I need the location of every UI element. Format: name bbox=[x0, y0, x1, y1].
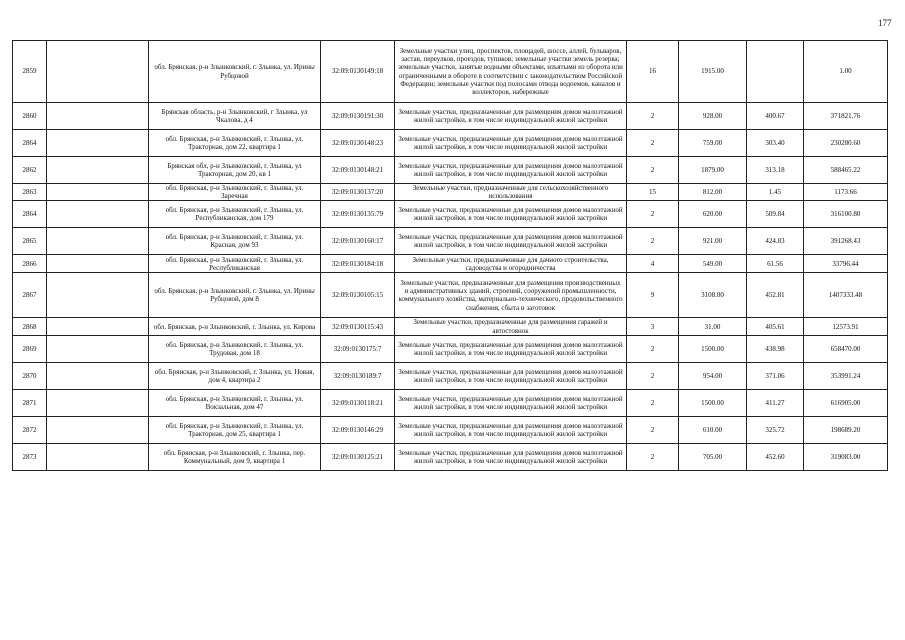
cell-spacer bbox=[47, 389, 149, 416]
cell-land-purpose: Земельные участки, предназначенные для размещения гаражей и автостоянок bbox=[395, 318, 627, 335]
table-row bbox=[13, 443, 888, 470]
cell-area: 954.00 bbox=[679, 362, 747, 389]
table-body bbox=[13, 41, 888, 471]
cell-land-purpose: Земельные участки, предназначенные для дачного строительства, садоводства и огородничества bbox=[395, 255, 627, 273]
table-row bbox=[13, 273, 888, 318]
cell-group: 2 bbox=[627, 103, 679, 130]
cell-address: обл. Брянская, р-н Злынковский, г. Злынка, ул. Тракторная, дом 25, квартира 1 bbox=[149, 416, 321, 443]
cell-specific-value: 405.61 bbox=[747, 318, 804, 335]
cell-address: обл. Брянская, р-н Злынковский, г. Злынка, пер. Коммунальный, дом 9, квартира 1 bbox=[149, 443, 321, 470]
cell-number: 2867 bbox=[13, 273, 47, 318]
table-row bbox=[13, 362, 888, 389]
cell-address: обл. Брянская, р-н Злынковский, г. Злынка, ул. Республиканская, дом 179 bbox=[149, 201, 321, 228]
cell-cadastral-number: 32:09:0130160:17 bbox=[321, 228, 395, 255]
cell-area: 928.00 bbox=[679, 103, 747, 130]
table-row bbox=[13, 318, 888, 335]
cell-cadastral-number: 32:09:0130184:18 bbox=[321, 255, 395, 273]
cell-land-purpose: Земельные участки, предназначенные для размещения домов малоэтажной жилой застройки, в том числе индивидуальной жилой застройки bbox=[395, 362, 627, 389]
cell-number: 2862 bbox=[13, 157, 47, 184]
cell-specific-value: 411.27 bbox=[747, 389, 804, 416]
cell-cadastral-number: 32:09:0130118:21 bbox=[321, 389, 395, 416]
cell-land-purpose: Земельные участки, предназначенные для размещения домов малоэтажной жилой застройки, в том числе индивидуальной жилой застройки bbox=[395, 443, 627, 470]
cell-area: 620.00 bbox=[679, 201, 747, 228]
cell-land-purpose: Земельные участки, предназначенные для размещения домов малоэтажной жилой застройки, в том числе индивидуальной жилой застройки bbox=[395, 157, 627, 184]
cell-specific-value: 325.72 bbox=[747, 416, 804, 443]
cell-address: обл. Брянская, р-н Злынковский, г. Злынка, ул. Ирины Рубцовой bbox=[149, 41, 321, 103]
cell-number: 2864 bbox=[13, 201, 47, 228]
cell-group: 2 bbox=[627, 201, 679, 228]
cell-address: обл. Брянская, р-н Злынковский, г. Злынка, ул. Красная, дом 93 bbox=[149, 228, 321, 255]
table-row bbox=[13, 389, 888, 416]
table-row bbox=[13, 228, 888, 255]
cell-cadastral-value: 198689.20 bbox=[804, 416, 888, 443]
cell-cadastral-value: 316100.80 bbox=[804, 201, 888, 228]
cell-number: 2866 bbox=[13, 255, 47, 273]
table-row bbox=[13, 41, 888, 103]
cell-spacer bbox=[47, 255, 149, 273]
cell-cadastral-value: 616905.00 bbox=[804, 389, 888, 416]
cell-address: обл. Брянская, р-н Злынковский, г. Злынка, ул. Трудовая, дом 18 bbox=[149, 335, 321, 362]
cell-group: 4 bbox=[627, 255, 679, 273]
cell-area: 3108.00 bbox=[679, 273, 747, 318]
cell-cadastral-number: 32:09:0130135:79 bbox=[321, 201, 395, 228]
cell-area: 812.00 bbox=[679, 184, 747, 201]
cell-address: обл. Брянская, р-н Злынковский, г. Злынка, ул. Ирины Рубцовой, дом 8 bbox=[149, 273, 321, 318]
cell-specific-value: 313.18 bbox=[747, 157, 804, 184]
cell-spacer bbox=[47, 318, 149, 335]
cell-area: 705.00 bbox=[679, 443, 747, 470]
cell-specific-value: 303.40 bbox=[747, 130, 804, 157]
cell-cadastral-value: 1407333.48 bbox=[804, 273, 888, 318]
cell-address: обл. Брянская, р-н Злынковский, г. Злынка, ул. Кирова bbox=[149, 318, 321, 335]
cell-number: 2870 bbox=[13, 362, 47, 389]
cell-number: 2860 bbox=[13, 103, 47, 130]
cell-specific-value: 61.56 bbox=[747, 255, 804, 273]
cell-cadastral-number: 32:09:0130146:29 bbox=[321, 416, 395, 443]
cell-cadastral-value: 588465.22 bbox=[804, 157, 888, 184]
cell-cadastral-value: 12573.91 bbox=[804, 318, 888, 335]
cell-group: 15 bbox=[627, 184, 679, 201]
cell-land-purpose: Земельные участки, предназначенные для размещения домов малоэтажной жилой застройки, в том числе индивидуальной жилой застройки bbox=[395, 228, 627, 255]
cell-area: 610.00 bbox=[679, 416, 747, 443]
cell-specific-value: 1.45 bbox=[747, 184, 804, 201]
cell-cadastral-number: 32:09:0130149:18 bbox=[321, 41, 395, 103]
cell-cadastral-number: 32:09:0130148:21 bbox=[321, 157, 395, 184]
cell-specific-value: 424.83 bbox=[747, 228, 804, 255]
cell-number: 2869 bbox=[13, 335, 47, 362]
cell-group: 16 bbox=[627, 41, 679, 103]
cell-cadastral-value: 371821.76 bbox=[804, 103, 888, 130]
table-row bbox=[13, 335, 888, 362]
cell-area: 1915.00 bbox=[679, 41, 747, 103]
cell-specific-value: 400.67 bbox=[747, 103, 804, 130]
cell-area: 549.00 bbox=[679, 255, 747, 273]
cell-address: Брянская область, р-н Злынковский, г Злынка, ул Чкалова, д 4 bbox=[149, 103, 321, 130]
cell-group: 2 bbox=[627, 443, 679, 470]
cell-specific-value bbox=[747, 41, 804, 103]
cell-cadastral-value: 1173.66 bbox=[804, 184, 888, 201]
cell-area: 31.00 bbox=[679, 318, 747, 335]
cell-cadastral-value: 353991.24 bbox=[804, 362, 888, 389]
cell-spacer bbox=[47, 443, 149, 470]
cell-number: 2872 bbox=[13, 416, 47, 443]
cell-cadastral-value: 391268.43 bbox=[804, 228, 888, 255]
cell-address: обл. Брянская, р-н Злынковский, г. Злынка, ул. Тракторная, дом 22, квартира 1 bbox=[149, 130, 321, 157]
cell-address: обл. Брянская, р-н Злынковский, г. Злынка, ул. Новая, дом 4, квартира 2 bbox=[149, 362, 321, 389]
cell-land-purpose: Земельные участки, предназначенные для размещения домов малоэтажной жилой застройки, в том числе индивидуальной жилой застройки bbox=[395, 389, 627, 416]
cell-specific-value: 452.60 bbox=[747, 443, 804, 470]
cell-spacer bbox=[47, 362, 149, 389]
cell-spacer bbox=[47, 201, 149, 228]
cell-group: 2 bbox=[627, 416, 679, 443]
cell-spacer bbox=[47, 130, 149, 157]
land-registry-table bbox=[12, 40, 888, 471]
cell-land-purpose: Земельные участки, предназначенные для размещения производственных и административных зданий, строений, сооружений промышленности, коммунального хозяйства, материально-технического, продовольственного снабжения, сбыта и заготовок bbox=[395, 273, 627, 318]
cell-specific-value: 509.84 bbox=[747, 201, 804, 228]
cell-spacer bbox=[47, 228, 149, 255]
cell-cadastral-number: 32:09:0130175:7 bbox=[321, 335, 395, 362]
cell-number: 2873 bbox=[13, 443, 47, 470]
cell-land-purpose: Земельные участки, предназначенные для размещения домов малоэтажной жилой застройки, в том числе индивидуальной жилой застройки bbox=[395, 201, 627, 228]
cell-group: 2 bbox=[627, 228, 679, 255]
cell-spacer bbox=[47, 273, 149, 318]
table-row bbox=[13, 103, 888, 130]
cell-cadastral-number: 32:09:0130189:7 bbox=[321, 362, 395, 389]
cell-group: 2 bbox=[627, 335, 679, 362]
cell-area: 921.00 bbox=[679, 228, 747, 255]
cell-specific-value: 371.06 bbox=[747, 362, 804, 389]
cell-spacer bbox=[47, 416, 149, 443]
cell-specific-value: 438.98 bbox=[747, 335, 804, 362]
cell-land-purpose: Земельные участки улиц, проспектов, площадей, шоссе, аллей, бульваров, застав, переулков, проездов, тупиков; земельные участки земель резерва; земельные участки, занятые водными объектами, изъятыми из оборота или ограниченными в обороте в соответствии с законодательством Российской Федерации; земельные участки под полосами отвода водоемов, каналов и коллекторов, набережные bbox=[395, 41, 627, 103]
table-row bbox=[13, 184, 888, 201]
cell-area: 1879.00 bbox=[679, 157, 747, 184]
cell-spacer bbox=[47, 335, 149, 362]
cell-address: обл. Брянская, р-н Злынковский, г. Злынка, ул. Республиканская bbox=[149, 255, 321, 273]
cell-cadastral-number: 32:09:0130148:23 bbox=[321, 130, 395, 157]
cell-cadastral-value: 33796.44 bbox=[804, 255, 888, 273]
cell-number: 2864 bbox=[13, 130, 47, 157]
cell-cadastral-number: 32:09:0130137:20 bbox=[321, 184, 395, 201]
cell-cadastral-number: 32:09:0130125:21 bbox=[321, 443, 395, 470]
cell-land-purpose: Земельные участки, предназначенные для размещения домов малоэтажной жилой застройки, в том числе индивидуальной жилой застройки bbox=[395, 130, 627, 157]
cell-cadastral-number: 32:09:0130191:30 bbox=[321, 103, 395, 130]
cell-number: 2859 bbox=[13, 41, 47, 103]
cell-spacer bbox=[47, 184, 149, 201]
table-row bbox=[13, 416, 888, 443]
cell-cadastral-value: 658470.00 bbox=[804, 335, 888, 362]
cell-group: 2 bbox=[627, 362, 679, 389]
cell-spacer bbox=[47, 157, 149, 184]
table-row bbox=[13, 255, 888, 273]
cell-address: обл. Брянская, р-н Злынковский, г. Злынка, ул. Заречная bbox=[149, 184, 321, 201]
cell-number: 2868 bbox=[13, 318, 47, 335]
cell-address: Брянская обл, р-н Злынковский, г. Злынка, ул Тракторная, дом 20, кв 1 bbox=[149, 157, 321, 184]
cell-spacer bbox=[47, 103, 149, 130]
table-row bbox=[13, 130, 888, 157]
table-row bbox=[13, 201, 888, 228]
cell-number: 2871 bbox=[13, 389, 47, 416]
cell-group: 9 bbox=[627, 273, 679, 318]
cell-land-purpose: Земельные участки, предназначенные для размещения домов малоэтажной жилой застройки, в том числе индивидуальной жилой застройки bbox=[395, 335, 627, 362]
cell-number: 2863 bbox=[13, 184, 47, 201]
page-number: 177 bbox=[878, 18, 892, 28]
cell-cadastral-value: 230280.60 bbox=[804, 130, 888, 157]
cell-number: 2865 bbox=[13, 228, 47, 255]
table-row bbox=[13, 157, 888, 184]
cell-land-purpose: Земельные участки, предназначенные для сельскохозяйственного использования bbox=[395, 184, 627, 201]
cell-spacer bbox=[47, 41, 149, 103]
cell-cadastral-value: 319083.00 bbox=[804, 443, 888, 470]
cell-cadastral-number: 32:09:0130105:15 bbox=[321, 273, 395, 318]
cell-land-purpose: Земельные участки, предназначенные для размещения домов малоэтажной жилой застройки, в том числе индивидуальной жилой застройки bbox=[395, 103, 627, 130]
cell-cadastral-value: 1.00 bbox=[804, 41, 888, 103]
cell-address: обл. Брянская, р-н Злынковский, г. Злынка, ул. Вокзальная, дом 47 bbox=[149, 389, 321, 416]
cell-cadastral-number: 32:09:0130115:43 bbox=[321, 318, 395, 335]
cell-group: 2 bbox=[627, 157, 679, 184]
cell-group: 2 bbox=[627, 389, 679, 416]
cell-specific-value: 452.81 bbox=[747, 273, 804, 318]
cell-land-purpose: Земельные участки, предназначенные для размещения домов малоэтажной жилой застройки, в том числе индивидуальной жилой застройки bbox=[395, 416, 627, 443]
cell-area: 759.00 bbox=[679, 130, 747, 157]
cell-group: 3 bbox=[627, 318, 679, 335]
cell-group: 2 bbox=[627, 130, 679, 157]
cell-area: 1500.00 bbox=[679, 389, 747, 416]
cell-area: 1500.00 bbox=[679, 335, 747, 362]
